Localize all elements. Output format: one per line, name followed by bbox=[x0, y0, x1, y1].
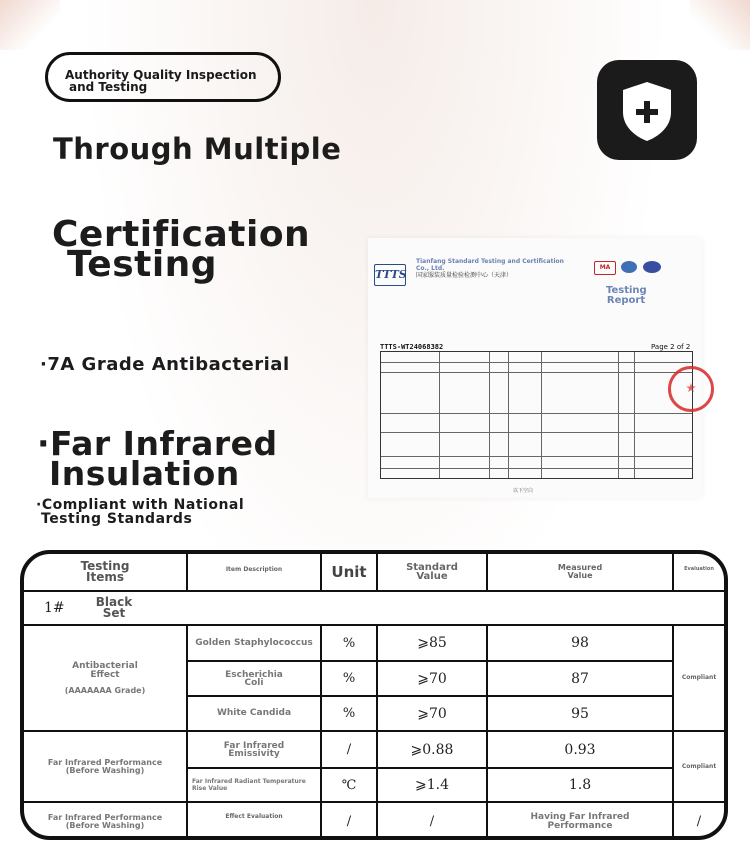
header-testing-items bbox=[24, 554, 186, 590]
row-unit: / bbox=[346, 814, 352, 829]
set-name bbox=[94, 592, 154, 624]
corner-decoration bbox=[690, 0, 750, 50]
headline-testing: Testing bbox=[67, 244, 218, 285]
authority-badge-line2: and Testing bbox=[69, 80, 148, 94]
row-desc-far-infrared-emissivity-label: Far Infrared Emissivity bbox=[223, 740, 285, 759]
set-number: 1# bbox=[44, 600, 65, 616]
feature-insulation: Insulation bbox=[49, 454, 240, 493]
header-item-description: Item Description bbox=[225, 565, 283, 573]
effect-evaluation: / bbox=[696, 814, 702, 829]
feature-far-infrared: ·Far Infrared bbox=[37, 424, 278, 463]
report-page-label: Page 2 of 2 bbox=[651, 343, 691, 351]
report-title-line2: Report bbox=[606, 295, 646, 306]
report-title-line1: Testing bbox=[606, 285, 647, 296]
header-unit: Unit bbox=[331, 562, 367, 581]
row-measured-value-label: Having Far Infrared Performance bbox=[530, 811, 630, 831]
feature-compliant-line2: Testing Standards bbox=[41, 511, 193, 527]
effect-row-label-line1: Far Infrared Performance bbox=[47, 812, 163, 822]
row-unit: % bbox=[342, 706, 356, 721]
far-infrared-label-line1: Far Infrared Performance bbox=[47, 757, 163, 767]
row-standard-value: / bbox=[429, 814, 435, 829]
header-standard-value bbox=[378, 554, 486, 590]
header-evaluation: Evaluation bbox=[684, 565, 714, 572]
headline-through-multiple: Through Multiple bbox=[53, 132, 342, 166]
row-measured-value: 0.93 bbox=[564, 741, 596, 758]
certification-marks bbox=[594, 261, 689, 275]
ma-mark: MA bbox=[594, 261, 616, 275]
far-infrared-evaluation: Compliant bbox=[681, 762, 717, 770]
authority-badge bbox=[45, 52, 281, 102]
report-organization bbox=[416, 258, 566, 279]
row-desc-far-infrared-emissivity bbox=[188, 732, 320, 767]
report-number: TTTS-WT24068382 bbox=[380, 343, 444, 351]
test-report-image bbox=[368, 238, 702, 498]
cnas-mark-icon bbox=[643, 261, 661, 273]
report-mini-table bbox=[380, 351, 693, 479]
set-name-label: Black Set bbox=[95, 595, 133, 620]
row-desc-golden-staphylococcus: Golden Staphylococcus bbox=[195, 637, 313, 648]
corner-decoration bbox=[0, 0, 60, 50]
effect-row-label bbox=[24, 803, 186, 840]
report-org-cn: 国家服装质量检验检测中心（天津） bbox=[416, 272, 513, 279]
report-title bbox=[606, 286, 646, 306]
ttts-logo: TTTS bbox=[374, 264, 406, 286]
header-standard-value-label: Standard Value bbox=[406, 562, 458, 582]
effect-row-label-line2: (Before Washing) bbox=[65, 820, 145, 830]
row-standard-value: ⩾1.4 bbox=[415, 777, 449, 793]
row-desc-escherichia-coli-label: Escherichia Coli bbox=[225, 669, 283, 688]
row-unit: / bbox=[346, 742, 352, 757]
far-infrared-label-line2: (Before Washing) bbox=[65, 765, 145, 775]
antibacterial-effect-label bbox=[24, 626, 186, 730]
headline-certification: Certification bbox=[52, 214, 311, 255]
far-infrared-performance-label bbox=[24, 732, 186, 801]
row-standard-value: ⩾70 bbox=[417, 705, 447, 722]
report-footer-note: 以下空白 bbox=[513, 488, 534, 494]
row-measured-value: 1.8 bbox=[568, 777, 592, 793]
row-measured-value: 87 bbox=[571, 670, 589, 687]
row-measured-value bbox=[488, 803, 672, 840]
row-desc-radiant-temperature-rise: Far Infrared Radiant Temperature Rise Value bbox=[192, 778, 306, 792]
antibacterial-label-line2: Effect bbox=[90, 669, 120, 680]
row-standard-value: ⩾0.88 bbox=[410, 741, 454, 758]
feature-antibacterial: ·7A Grade Antibacterial bbox=[40, 354, 290, 375]
row-unit: ℃ bbox=[341, 777, 357, 793]
row-standard-value: ⩾70 bbox=[417, 670, 447, 687]
header-testing-items-label: Testing Items bbox=[80, 559, 130, 584]
red-seal-stamp bbox=[668, 366, 714, 412]
antibacterial-label-line1: Antibacterial bbox=[72, 660, 138, 671]
feature-compliant-line1: ·Compliant with National bbox=[36, 497, 245, 513]
row-desc-effect-evaluation: Effect Evaluation bbox=[225, 812, 283, 820]
row-unit: % bbox=[342, 671, 356, 686]
row-standard-value: ⩾85 bbox=[417, 635, 447, 651]
row-measured-value: 95 bbox=[571, 705, 589, 722]
header-measured-value bbox=[488, 554, 672, 590]
row-measured-value: 98 bbox=[571, 635, 589, 651]
row-unit: % bbox=[342, 635, 356, 651]
test-results-table bbox=[20, 550, 728, 840]
cnas-text-mark-icon bbox=[664, 261, 690, 273]
antibacterial-label-line3: (AAAAAAA Grade) bbox=[64, 685, 146, 695]
antibacterial-evaluation: Compliant bbox=[681, 674, 717, 681]
shield-plus-icon bbox=[597, 60, 697, 160]
row-desc-escherichia-coli bbox=[188, 662, 320, 695]
authority-badge-line1: Authority Quality Inspection bbox=[65, 68, 257, 82]
header-measured-value-label: Measured Value bbox=[557, 563, 603, 580]
report-org-en: Tianfang Standard Testing and Certification Co., Ltd. bbox=[416, 258, 564, 272]
row-desc-white-candida: White Candida bbox=[216, 708, 292, 718]
cert-mark-icon bbox=[621, 261, 637, 273]
